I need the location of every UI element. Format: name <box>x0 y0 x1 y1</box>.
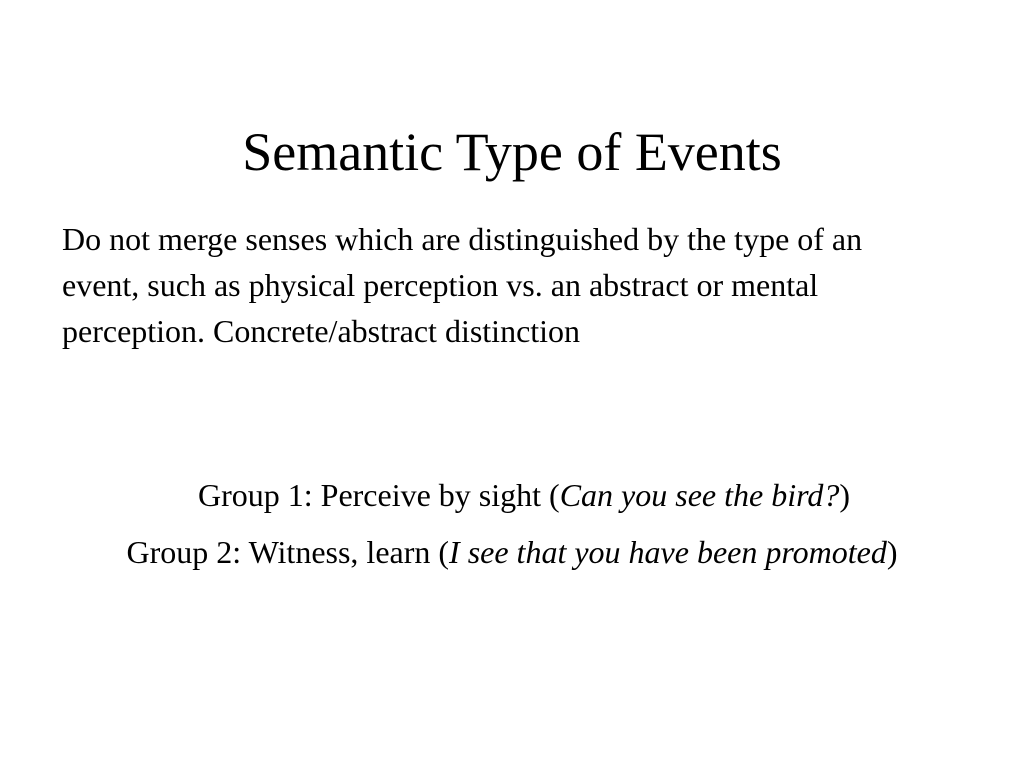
group-1-prefix: Group 1: Perceive by sight ( <box>197 477 560 513</box>
group-2-prefix: Group 2: Witness, learn ( <box>126 534 450 570</box>
slide-title: Semantic Type of Events <box>242 122 782 182</box>
group-1-line <box>84 472 964 519</box>
group-2-suffix: ) <box>886 534 898 570</box>
slide-body-text: Do not merge senses which are distinguished by the type of an event, such as physical perception vs. an abstract or mental perception. Concrete/abstract distinction <box>62 221 863 349</box>
group-examples <box>0 472 1024 586</box>
group-1-example: Can you see the bird? <box>559 477 840 513</box>
group-1-suffix: ) <box>839 477 850 513</box>
group-2-line <box>82 529 942 576</box>
group-2-example: I see that you have been promoted <box>449 534 887 570</box>
